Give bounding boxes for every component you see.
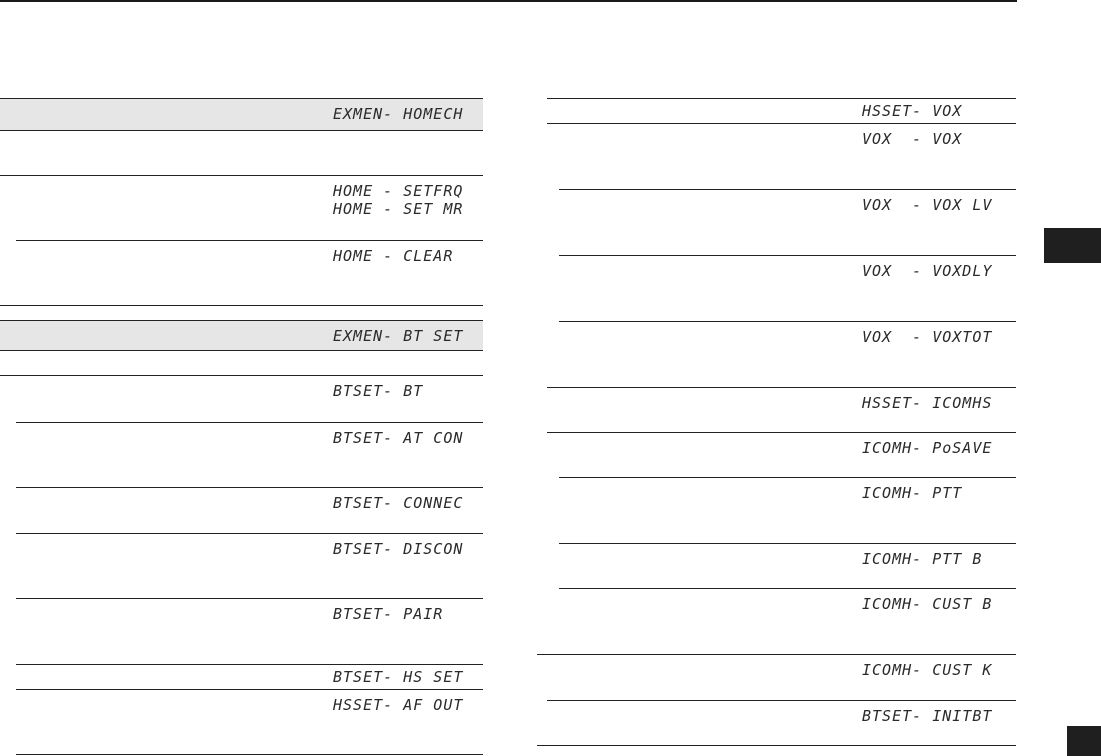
- menu-code: VOX - VOXTOT: [862, 328, 993, 346]
- page-number-tab: [1067, 726, 1101, 756]
- table-row: [559, 255, 1016, 321]
- table-row: [537, 654, 1016, 700]
- divider: [537, 745, 1016, 746]
- menu-code: HOME - SETFRQ HOME - SET MR: [333, 182, 464, 218]
- menu-code: ICOMH- CUST B: [862, 595, 993, 613]
- table-row: [559, 588, 1016, 654]
- table-row: [0, 352, 483, 375]
- table-row: [559, 477, 1016, 543]
- table-row: [547, 387, 1016, 432]
- menu-code: EXMEN- BT SET: [333, 327, 464, 345]
- menu-code: ICOMH- PTT: [862, 484, 963, 502]
- table-row: [559, 321, 1016, 387]
- table-row: [547, 700, 1016, 745]
- menu-code: BTSET- DISCON: [333, 540, 464, 558]
- menu-code: ICOMH- PTT B: [862, 550, 983, 568]
- menu-code: VOX - VOX: [862, 130, 963, 148]
- menu-code: HSSET- ICOMHS: [862, 394, 993, 412]
- table-row: [16, 689, 483, 754]
- table-row: [16, 422, 483, 487]
- table-row-vox-header: [547, 98, 1016, 123]
- menu-code: ICOMH- PoSAVE: [862, 439, 993, 457]
- table-row: [16, 533, 483, 598]
- menu-code: HSSET- AF OUT: [333, 696, 464, 714]
- menu-code: BTSET- AT CON: [333, 429, 464, 447]
- divider: [16, 754, 483, 755]
- table-row: [16, 240, 483, 305]
- menu-code: VOX - VOX LV: [862, 196, 993, 214]
- menu-code: BTSET- INITBT: [862, 707, 993, 725]
- table-row: [16, 664, 483, 689]
- table-row: [16, 598, 483, 664]
- table-row: [547, 432, 1016, 477]
- divider: [0, 305, 483, 306]
- menu-code: ICOMH- CUST K: [862, 661, 993, 679]
- menu-code: BTSET- CONNEC: [333, 494, 464, 512]
- section-tab: [1044, 228, 1101, 263]
- menu-code: BTSET- PAIR: [333, 605, 444, 623]
- menu-code: VOX - VOXDLY: [862, 262, 993, 280]
- menu-code: BTSET- HS SET: [333, 668, 464, 686]
- table-row: [559, 543, 1016, 588]
- table-row-btset-header: [0, 320, 483, 351]
- table-row-homech-header: [0, 98, 483, 130]
- top-rule: [0, 0, 1017, 2]
- table-row: [0, 130, 483, 175]
- menu-code: BTSET- BT: [333, 382, 424, 400]
- menu-code: HOME - CLEAR: [333, 247, 454, 265]
- table-row: [16, 487, 483, 533]
- table-row: [547, 123, 1016, 189]
- table-row: [559, 189, 1016, 255]
- table-row: [0, 375, 483, 422]
- table-row: [0, 175, 483, 240]
- menu-code: EXMEN- HOMECH: [333, 105, 464, 123]
- menu-code: HSSET- VOX: [862, 102, 963, 120]
